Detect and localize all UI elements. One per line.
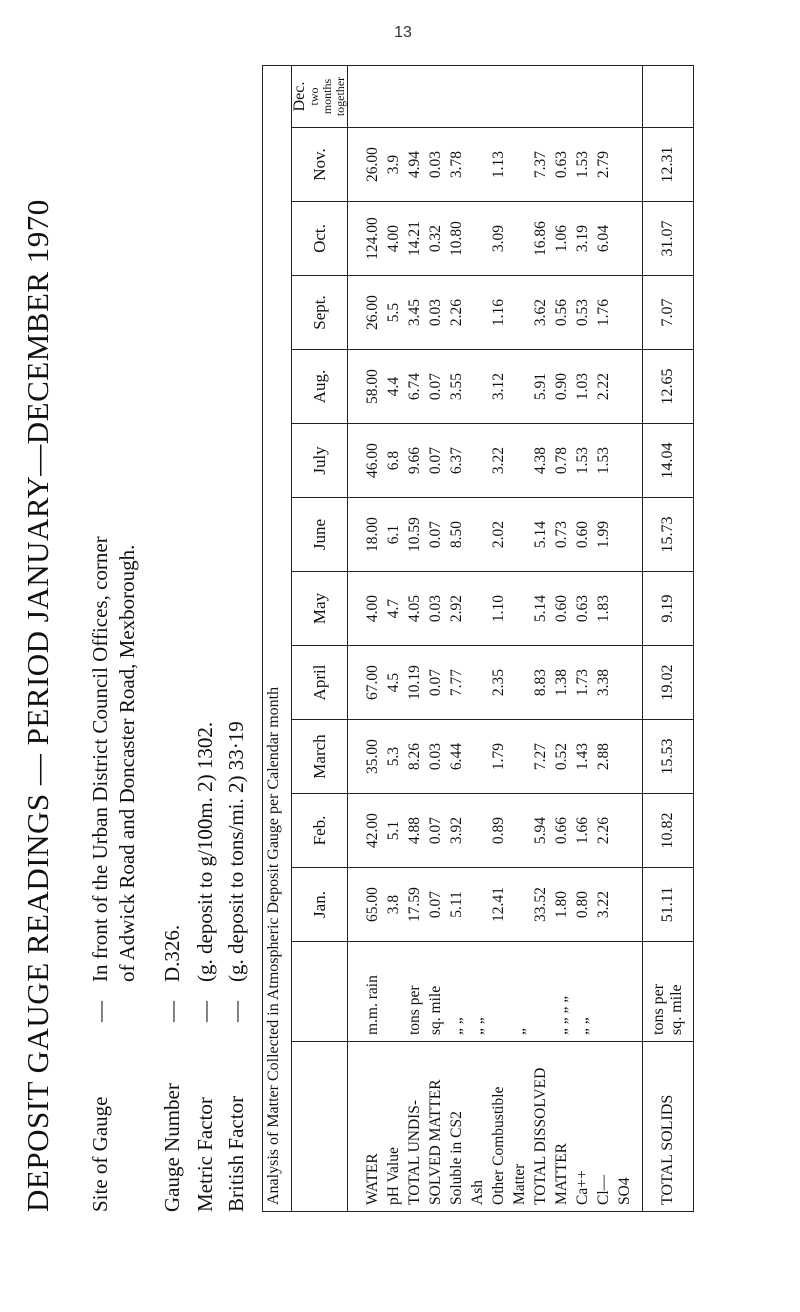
- value-cs2: 0.07: [427, 816, 444, 845]
- value-cs2: 0.32: [427, 224, 444, 253]
- value-comb: 3.09: [490, 224, 507, 253]
- value-ash: 6.44: [448, 742, 465, 771]
- total-value-4: 9.19: [643, 572, 694, 646]
- value-cl: 1.03: [574, 372, 591, 401]
- deposit-table: [262, 65, 694, 1212]
- total-value-1: 10.82: [643, 794, 694, 868]
- page-number: 13: [394, 24, 412, 42]
- month-values-1: [348, 794, 643, 868]
- metric-dash: —: [193, 1001, 217, 1022]
- value-so4: 1.53: [595, 446, 612, 475]
- value-ph: 6.1: [385, 524, 402, 545]
- value-cl: 1.73: [574, 668, 591, 697]
- value-ca: 0.78: [553, 446, 570, 475]
- value-cs2: 0.03: [427, 150, 444, 179]
- month-values-4: [348, 572, 643, 646]
- value-cl: 0.53: [574, 298, 591, 327]
- value-water: 42.00: [364, 813, 381, 848]
- total-value-9: 31.07: [643, 202, 694, 276]
- month-header-0: Jan.: [292, 868, 348, 942]
- value-ph: 4.4: [385, 376, 402, 397]
- value-undis: 10.19: [406, 665, 423, 700]
- value-diss: 33.52: [532, 887, 549, 922]
- value-cs2: 0.07: [427, 890, 444, 919]
- month-values-0: [348, 868, 643, 942]
- value-ph: 3.8: [385, 894, 402, 915]
- total-value-3: 19.02: [643, 646, 694, 720]
- value-diss: 16.86: [532, 221, 549, 256]
- value-undis: 9.66: [406, 446, 423, 475]
- value-ash: 7.77: [448, 668, 465, 697]
- value-diss: 5.14: [532, 520, 549, 549]
- month-values-7: [348, 350, 643, 424]
- page-title: DEPOSIT GAUGE READINGS — PERIOD JANUARY—DECEMBER 1970: [20, 199, 55, 1212]
- value-diss: 5.94: [532, 816, 549, 845]
- british-factor-value: (g. deposit to tons/mi. 2) 33·19: [224, 721, 248, 982]
- value-diss: 7.27: [532, 742, 549, 771]
- value-cs2: 0.07: [427, 372, 444, 401]
- value-cl: 1.43: [574, 742, 591, 771]
- metric-factor-row: [193, 722, 218, 1212]
- value-comb: 1.10: [490, 594, 507, 623]
- value-comb: 2.35: [490, 668, 507, 697]
- value-comb: 1.16: [490, 298, 507, 327]
- total-value-2: 15.53: [643, 720, 694, 794]
- month-header-row: [292, 66, 348, 1212]
- value-ph: 4.5: [385, 672, 402, 693]
- value-comb: 1.79: [490, 742, 507, 771]
- month-values-5: [348, 498, 643, 572]
- value-ph: 3.9: [385, 154, 402, 175]
- value-so4: 3.38: [595, 668, 612, 697]
- value-ph: 5.3: [385, 746, 402, 767]
- british-factor-label: British Factor: [224, 1095, 248, 1212]
- british-dash: —: [224, 1001, 248, 1022]
- value-cl: 0.80: [574, 890, 591, 919]
- value-ash: 8.50: [448, 520, 465, 549]
- month-header-7: Aug.: [292, 350, 348, 424]
- value-water: 4.00: [364, 594, 381, 623]
- month-header-10: Nov.: [292, 128, 348, 202]
- month-header-dec: Dec. two months together: [292, 66, 348, 128]
- value-water: 26.00: [364, 147, 381, 182]
- value-ph: 6.8: [385, 450, 402, 471]
- month-header-3: April: [292, 646, 348, 720]
- value-cl: 1.53: [574, 150, 591, 179]
- total-solids-label: TOTAL SOLIDS: [643, 1042, 694, 1212]
- value-diss: 4.38: [532, 446, 549, 475]
- value-undis: 17.59: [406, 887, 423, 922]
- value-water: 46.00: [364, 443, 381, 478]
- table-caption: Analysis of Matter Collected in Atmospheric Deposit Gauge per Calendar month: [263, 66, 292, 1212]
- site-row: [88, 536, 113, 1212]
- site-dash: —: [88, 1001, 112, 1022]
- value-ca: 0.63: [553, 150, 570, 179]
- row-names: WATER pH Value TOTAL UNDIS- SOLVED MATTER Soluble in CS2 Ash Other Combustible Matter TOTAL DISSOLVED MATTER Ca++ Cl— SO4: [348, 1042, 643, 1212]
- value-ca: 0.56: [553, 298, 570, 327]
- value-ca: 0.90: [553, 372, 570, 401]
- month-values-3: [348, 646, 643, 720]
- value-undis: 6.74: [406, 372, 423, 401]
- value-undis: 3.45: [406, 298, 423, 327]
- value-ash: 10.80: [448, 221, 465, 256]
- metric-factor-value: (g. deposit to g/100m. 2) 1302.: [193, 721, 217, 982]
- month-header-6: July: [292, 424, 348, 498]
- value-cs2: 0.03: [427, 594, 444, 623]
- value-so4: 1.99: [595, 520, 612, 549]
- value-so4: 2.26: [595, 816, 612, 845]
- value-diss: 8.83: [532, 668, 549, 697]
- value-ash: 3.78: [448, 150, 465, 179]
- blank-header: [292, 1042, 348, 1212]
- value-diss: 7.37: [532, 150, 549, 179]
- value-undis: 10.59: [406, 517, 423, 552]
- value-comb: 0.89: [490, 816, 507, 845]
- value-cl: 1.53: [574, 446, 591, 475]
- value-ash: 3.55: [448, 372, 465, 401]
- value-undis: 4.88: [406, 816, 423, 845]
- value-water: 124.00: [364, 217, 381, 260]
- gauge-dash: —: [160, 1001, 184, 1022]
- gauge-number-row: [160, 925, 185, 1212]
- month-values-8: [348, 276, 643, 350]
- value-comb: 3.22: [490, 446, 507, 475]
- value-ca: 0.66: [553, 816, 570, 845]
- total-value-0: 51.11: [643, 868, 694, 942]
- value-comb: 3.12: [490, 372, 507, 401]
- value-ca: 0.73: [553, 520, 570, 549]
- value-cs2: 0.07: [427, 520, 444, 549]
- total-value-10: 12.31: [643, 128, 694, 202]
- value-diss: 5.91: [532, 372, 549, 401]
- value-comb: 12.41: [490, 887, 507, 922]
- value-water: 35.00: [364, 739, 381, 774]
- value-ph: 4.00: [385, 224, 402, 253]
- value-ca: 0.60: [553, 594, 570, 623]
- value-ph: 4.7: [385, 598, 402, 619]
- value-comb: 1.13: [490, 150, 507, 179]
- month-values-9: [348, 202, 643, 276]
- value-cl: 0.60: [574, 520, 591, 549]
- value-ash: 6.37: [448, 446, 465, 475]
- total-value-8: 7.07: [643, 276, 694, 350]
- month-values-2: [348, 720, 643, 794]
- value-diss: 5.14: [532, 594, 549, 623]
- data-body-row: [348, 66, 643, 1212]
- month-header-1: Feb.: [292, 794, 348, 868]
- gauge-number-label: Gauge Number: [160, 1083, 184, 1212]
- value-so4: 3.22: [595, 890, 612, 919]
- value-water: 26.00: [364, 295, 381, 330]
- value-ph: 5.5: [385, 302, 402, 323]
- value-cs2: 0.03: [427, 742, 444, 771]
- value-water: 18.00: [364, 517, 381, 552]
- value-ash: 2.92: [448, 594, 465, 623]
- value-so4: 6.04: [595, 224, 612, 253]
- value-ca: 1.80: [553, 890, 570, 919]
- value-water: 58.00: [364, 369, 381, 404]
- row-units: m.m. rain tons per sq. mile „ „ „ „ „ „ „ „ „ „ „: [348, 942, 643, 1042]
- value-comb: 2.02: [490, 520, 507, 549]
- value-so4: 1.83: [595, 594, 612, 623]
- value-so4: 2.22: [595, 372, 612, 401]
- british-factor-row: [224, 721, 249, 1212]
- value-cs2: 0.07: [427, 446, 444, 475]
- total-value-5: 15.73: [643, 498, 694, 572]
- total-value-6: 14.04: [643, 424, 694, 498]
- total-solids-row: [643, 66, 694, 1212]
- total-solids-unit: tons per sq. mile: [643, 942, 694, 1042]
- value-ca: 0.52: [553, 742, 570, 771]
- total-dec: [643, 66, 694, 128]
- value-so4: 2.79: [595, 150, 612, 179]
- value-ash: 5.11: [448, 891, 465, 918]
- gauge-number-value: D.326.: [160, 924, 184, 982]
- value-ash: 2.26: [448, 298, 465, 327]
- month-header-5: June: [292, 498, 348, 572]
- value-water: 67.00: [364, 665, 381, 700]
- value-undis: 8.26: [406, 742, 423, 771]
- value-so4: 1.76: [595, 298, 612, 327]
- site-row-continued: [115, 545, 140, 982]
- value-undis: 4.94: [406, 150, 423, 179]
- value-diss: 3.62: [532, 298, 549, 327]
- value-ph: 5.1: [385, 820, 402, 841]
- month-values-10: [348, 128, 643, 202]
- blank-unit-header: [292, 942, 348, 1042]
- month-header-4: May: [292, 572, 348, 646]
- value-cl: 0.63: [574, 594, 591, 623]
- dec-values: [348, 66, 643, 128]
- site-label: Site of Gauge: [88, 1096, 112, 1212]
- month-header-8: Sept.: [292, 276, 348, 350]
- site-value: In front of the Urban District Council Offices, corner: [88, 536, 112, 982]
- month-values-6: [348, 424, 643, 498]
- metric-factor-label: Metric Factor: [193, 1097, 217, 1212]
- value-cl: 3.19: [574, 224, 591, 253]
- value-water: 65.00: [364, 887, 381, 922]
- month-header-2: March: [292, 720, 348, 794]
- value-so4: 2.88: [595, 742, 612, 771]
- value-undis: 14.21: [406, 221, 423, 256]
- value-cl: 1.66: [574, 816, 591, 845]
- value-ash: 3.92: [448, 816, 465, 845]
- value-cs2: 0.07: [427, 668, 444, 697]
- value-ca: 1.38: [553, 668, 570, 697]
- site-value-line2: of Adwick Road and Doncaster Road, Mexborough.: [115, 544, 139, 982]
- total-value-7: 12.65: [643, 350, 694, 424]
- value-ca: 1.06: [553, 224, 570, 253]
- month-header-9: Oct.: [292, 202, 348, 276]
- value-undis: 4.05: [406, 594, 423, 623]
- value-cs2: 0.03: [427, 298, 444, 327]
